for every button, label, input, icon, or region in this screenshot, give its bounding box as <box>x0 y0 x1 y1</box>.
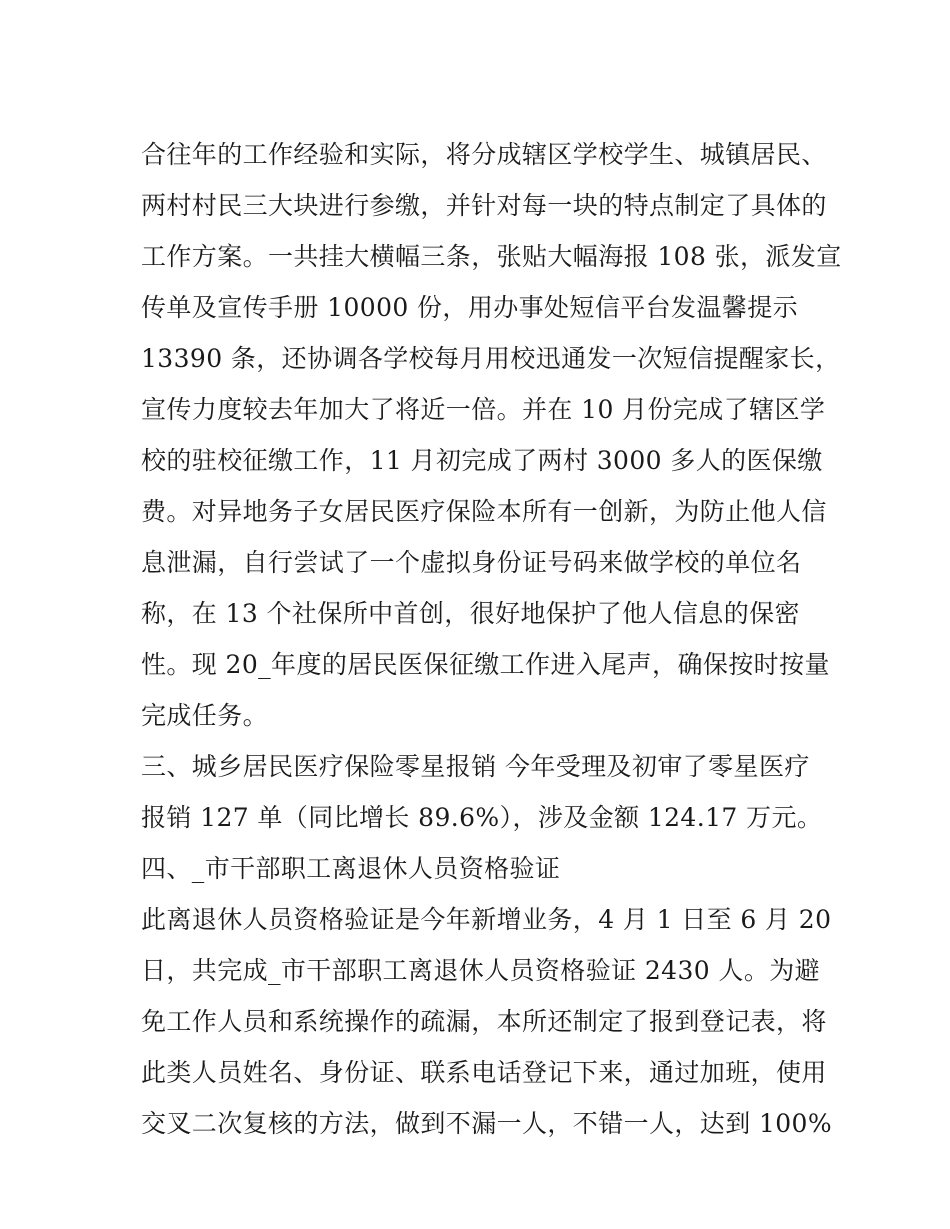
section-heading-4: 四、_市干部职工离退休人员资格验证 <box>141 854 561 883</box>
section-heading-3: 三、城乡居民医疗保险零星报销 今年受理及初审了零星医疗 <box>141 752 810 781</box>
text-line: 称，在 13 个社保所中首创，很好地保护了他人信息的保密 <box>141 599 800 628</box>
text-line: 校的驻校征缴工作，11 月初完成了两村 3000 多人的医保缴 <box>141 446 823 475</box>
text-line: 工作方案。一共挂大横幅三条，张贴大幅海报 108 张，派发宣 <box>141 242 842 271</box>
text-line: 两村村民三大块进行参缴，并针对每一块的特点制定了具体的 <box>141 191 827 220</box>
text-line: 日，共完成_市干部职工离退休人员资格验证 2430 人。为避 <box>141 956 821 985</box>
text-line: 完成任务。 <box>141 701 269 730</box>
text-line: 此类人员姓名、身份证、联系电话登记下来，通过加班，使用 <box>141 1058 827 1087</box>
text-line: 宣传力度较去年加大了将近一倍。并在 10 月份完成了辖区学 <box>141 395 826 424</box>
text-line: 费。对异地务子女居民医疗保险本所有一创新，为防止他人信 <box>141 497 827 526</box>
text-line: 交叉二次复核的方法，做到不漏一人，不错一人，达到 100% <box>141 1109 833 1138</box>
document-body <box>141 129 842 1149</box>
text-line: 息泄漏，自行尝试了一个虚拟身份证号码来做学校的单位名 <box>141 548 802 577</box>
text-line: 13390 条，还协调各学校每月用校迅通发一次短信提醒家长， <box>141 344 841 373</box>
text-line: 传单及宣传手册 10000 份，用办事处短信平台发温馨提示 <box>141 293 799 322</box>
text-line: 性。现 20_年度的居民医保征缴工作进入尾声，确保按时按量 <box>141 650 830 679</box>
text-line: 报销 127 单（同比增长 89.6%），涉及金额 124.17 万元。 <box>141 803 823 832</box>
text-line: 免工作人员和系统操作的疏漏，本所还制定了报到登记表，将 <box>141 1007 827 1036</box>
text-line: 合往年的工作经验和实际，将分成辖区学校学生、城镇居民、 <box>141 140 827 169</box>
text-line: 此离退休人员资格验证是今年新增业务，4 月 1 日至 6 月 20 <box>141 905 832 934</box>
